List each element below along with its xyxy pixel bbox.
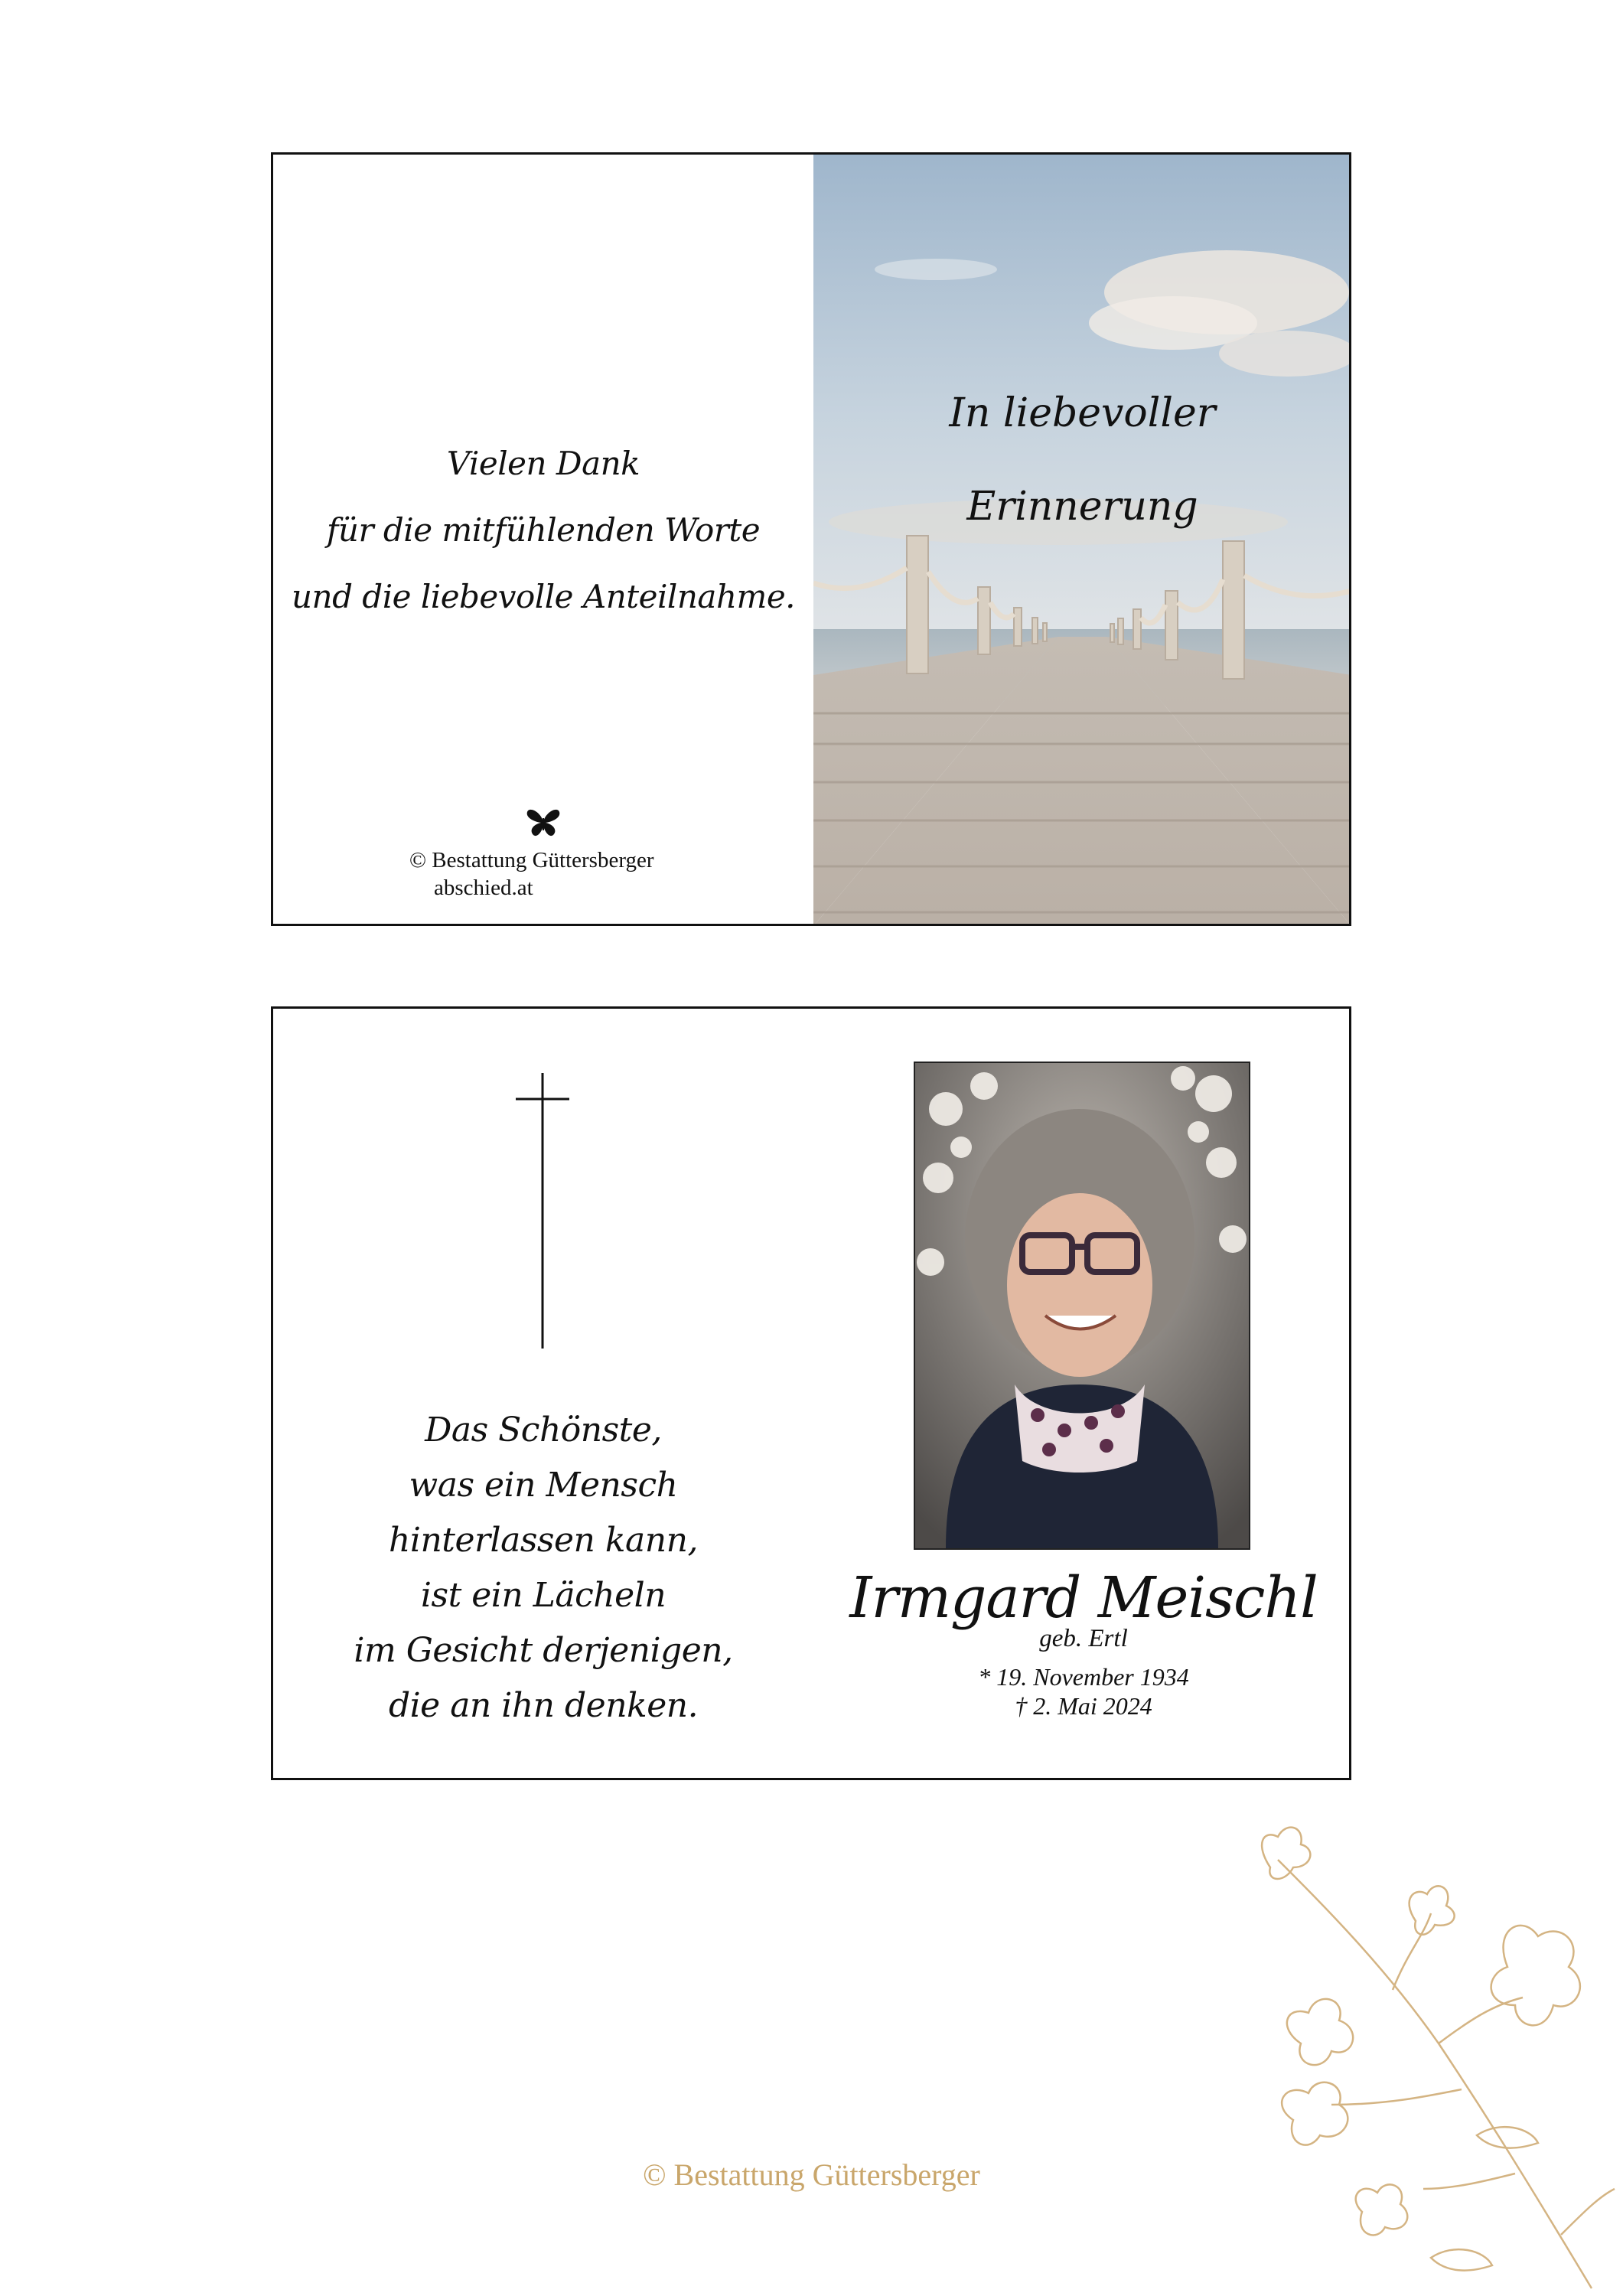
life-dates (813, 1662, 1351, 1720)
credit-line-2: abschied.at (434, 876, 533, 900)
card-inside (271, 1006, 1351, 1780)
poem-line-1: Das Schönste, (425, 1411, 662, 1450)
credit-line-1: © Bestattung Güttersberger (409, 848, 654, 872)
thanks-text (273, 430, 813, 630)
memorial-title-line-1: In liebevoller (949, 390, 1216, 436)
poem-line-3: hinterlassen kann, (389, 1521, 698, 1560)
page-footer-copyright: © Bestattung Güttersberger (643, 2157, 980, 2192)
death-date: † 2. Mai 2024 (1015, 1692, 1152, 1720)
deceased-name: Irmgard Meischl (849, 1565, 1318, 1631)
poem-line-5: im Gesicht derjenigen, (354, 1631, 733, 1670)
thanks-line-3: und die liebevolle Anteilnahme. (291, 578, 796, 615)
funeral-home-credit (409, 846, 653, 902)
portrait-photo (914, 1062, 1250, 1550)
maiden-name: geb. Ertl (1039, 1625, 1128, 1652)
poem-line-4: ist ein Lächeln (420, 1576, 666, 1615)
poem-line-6: die an ihn denken. (388, 1686, 699, 1725)
poem-line-2: was ein Mensch (409, 1466, 678, 1505)
cross-icon (516, 1073, 569, 1349)
floral-decoration (1232, 1814, 1623, 2296)
butterfly-icon (526, 807, 561, 838)
thanks-line-1: Vielen Dank (446, 445, 640, 482)
thanks-line-2: für die mitfühlenden Worte (326, 511, 761, 549)
pier-photo (813, 155, 1351, 926)
pier-photo-image (813, 155, 1351, 926)
card-front (271, 152, 1351, 926)
portrait-image (915, 1063, 1249, 1548)
birth-date: * 19. November 1934 (978, 1663, 1189, 1691)
memorial-poem (273, 1403, 813, 1733)
memorial-title-line-2: Erinnerung (966, 484, 1198, 530)
